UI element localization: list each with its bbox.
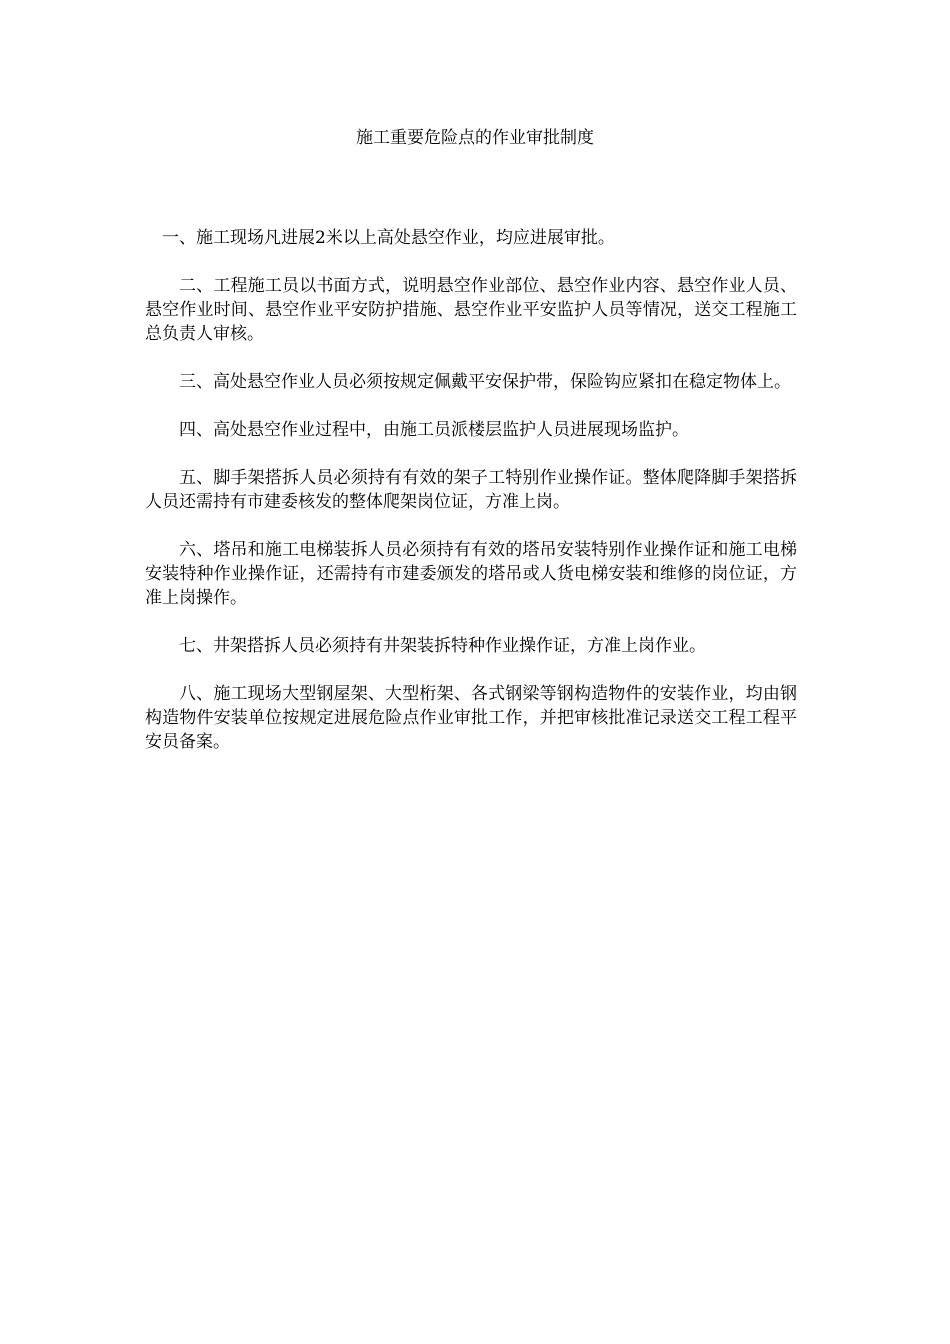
paragraph-7: 七、井架搭拆人员必须持有井架装拆特种作业操作证，方准上岗作业。	[179, 636, 706, 656]
document-body	[145, 226, 797, 778]
paragraph-2: 二、工程施工员以书面方式，说明悬空作业部位、悬空作业内容、悬空作业人员、悬空作业时间、悬空作业平安防护措施、悬空作业平安监护人员等情况，送交工程施工总负责人审核。	[145, 276, 797, 344]
paragraph-1: 一、施工现场凡进展2米以上高处悬空作业，均应进展审批。	[162, 228, 615, 248]
paragraph-8: 八、施工现场大型钢屋架、大型桁架、各式钢梁等钢构造物件的安装作业，均由钢构造物件安装单位按规定进展危险点作业审批工作，并把审核批准记录送交工程工程平安员备案。	[145, 684, 797, 752]
document-title: 施工重要危险点的作业审批制度	[356, 128, 594, 148]
paragraph-6: 六、塔吊和施工电梯装拆人员必须持有有效的塔吊安装特别作业操作证和施工电梯安装特种作业操作证，还需持有市建委颁发的塔吊或人货电梯安装和维修的岗位证，方准上岗操作。	[145, 540, 797, 608]
paragraph-4: 四、高处悬空作业过程中，由施工员派楼层监护人员进展现场监护。	[179, 420, 689, 440]
paragraph-3: 三、高处悬空作业人员必须按规定佩戴平安保护带，保险钩应紧扣在稳定物体上。	[179, 372, 791, 392]
paragraph-5: 五、脚手架搭拆人员必须持有有效的架子工特别作业操作证。整体爬降脚手架搭拆人员还需持有市建委核发的整体爬架岗位证，方准上岗。	[145, 468, 797, 512]
